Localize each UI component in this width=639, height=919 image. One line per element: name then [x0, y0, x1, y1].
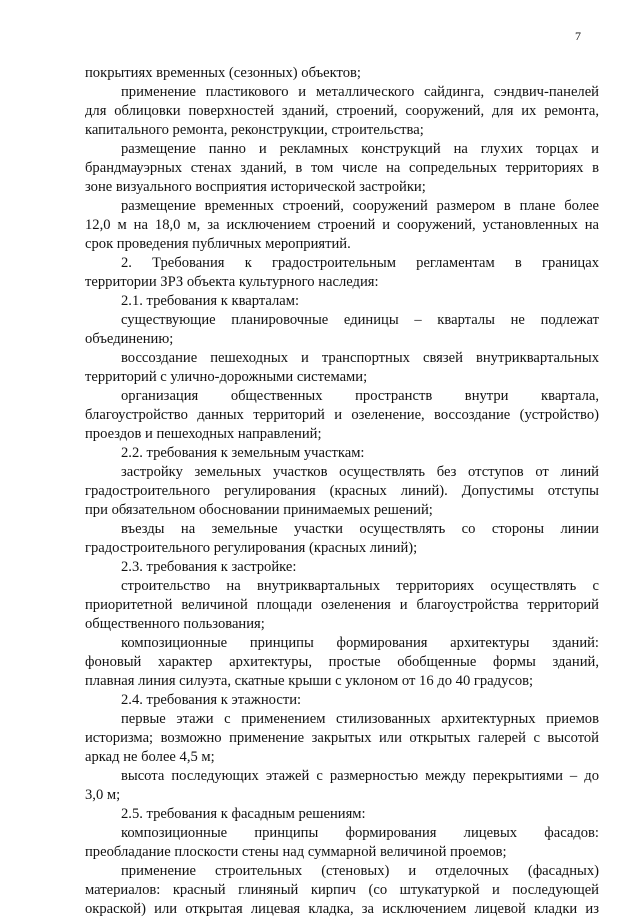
text-line: срок проведения публичных мероприятий. [85, 236, 351, 252]
text-line: строительство на внутриквартальных территориях осуществлять с [121, 578, 599, 594]
text-line: 2.4. требования к этажности: [121, 692, 302, 708]
text-line: 2.2. требования к земельным участкам: [121, 445, 365, 461]
text-line: 2. Требования к градостроительным регламентам в границах [121, 255, 599, 271]
text-line: организация общественных пространств внутри квартала, [121, 388, 599, 404]
text-line: 2.1. требования к кварталам: [121, 293, 300, 309]
text-line: приоритетной величиной площади озеленения и благоустройства территорий [85, 597, 599, 613]
text-line: при обязательном обосновании принимаемых решений; [85, 502, 433, 518]
text-line: застройку земельных участков осуществлять без отступов от линий [121, 464, 599, 480]
text-line: капитального ремонта, реконструкции, строительства; [85, 122, 424, 138]
text-line: территории ЗРЗ объекта культурного наследия: [85, 274, 379, 290]
page-number: 7 [575, 29, 581, 43]
text-line: зоне визуального восприятия исторической застройки; [85, 179, 426, 195]
text-line: фоновый характер архитектуры, простые обобщенные формы зданий, [85, 654, 599, 670]
text-line: воссоздание пешеходных и транспортных связей внутриквартальных [121, 350, 599, 366]
text-line: 12,0 м на 18,0 м, за исключением строений и сооружений, установленных на [85, 217, 599, 233]
text-line: материалов: красный глиняный кирпич (со штукатуркой и последующей [85, 882, 599, 898]
text-line: размещение временных строений, сооружений размером в плане более [121, 198, 599, 214]
text-line: 2.3. требования к застройке: [121, 559, 297, 575]
text-line: высота последующих этажей с размерностью между перекрытиями – до [121, 768, 599, 784]
text-line: для облицовки поверхностей зданий, строений, сооружений, для их ремонта, [85, 103, 599, 119]
text-line: аркад не более 4,5 м; [85, 749, 215, 765]
text-line: объединению; [85, 331, 174, 347]
text-line: территорий с улично-дорожными системами; [85, 369, 368, 385]
text-line: общественного пользования; [85, 616, 265, 632]
text-line: окраской) или открытая лицевая кладка, за исключением лицевой кладки из [85, 901, 599, 917]
text-line: композиционные принципы формирования архитектуры зданий: [121, 635, 599, 651]
text-line: существующие планировочные единицы – кварталы не подлежат [121, 312, 599, 328]
document-body [85, 64, 599, 919]
text-line: размещение панно и рекламных конструкций на глухих торцах и [121, 141, 599, 157]
text-line: первые этажи с применением стилизованных архитектурных приемов [121, 711, 599, 727]
text-line: 3,0 м; [85, 787, 121, 803]
text-line: плавная линия силуэта, скатные крыши с уклоном от 16 до 40 градусов; [85, 673, 534, 689]
text-line: проездов и пешеходных направлений; [85, 426, 322, 442]
text-line: въезды на земельные участки осуществлять со стороны линии [121, 521, 599, 537]
text-line: градостроительного регулирования (красных линий); [85, 540, 418, 556]
text-line: градостроительного регулирования (красных линий). Допустимы отступы [85, 483, 599, 499]
text-line: применение строительных (стеновых) и отделочных (фасадных) [121, 863, 599, 879]
text-line: преобладание плоскости стены над суммарной величиной проемов; [85, 844, 507, 860]
text-line: покрытиях временных (сезонных) объектов; [85, 65, 361, 81]
text-line: благоустройство данных территорий и озеленение, воссоздание (устройство) [85, 407, 599, 423]
text-line: историзма; возможно применение закрытых или открытых галерей с высотой [85, 730, 599, 746]
text-line: композиционные принципы формирования лицевых фасадов: [121, 825, 599, 841]
text-line: 2.5. требования к фасадным решениям: [121, 806, 366, 822]
text-line: применение пластикового и металлического сайдинга, сэндвич-панелей [121, 84, 599, 100]
text-line: брандмауэрных стенах зданий, в том числе на сопредельных территориях в [85, 160, 599, 176]
